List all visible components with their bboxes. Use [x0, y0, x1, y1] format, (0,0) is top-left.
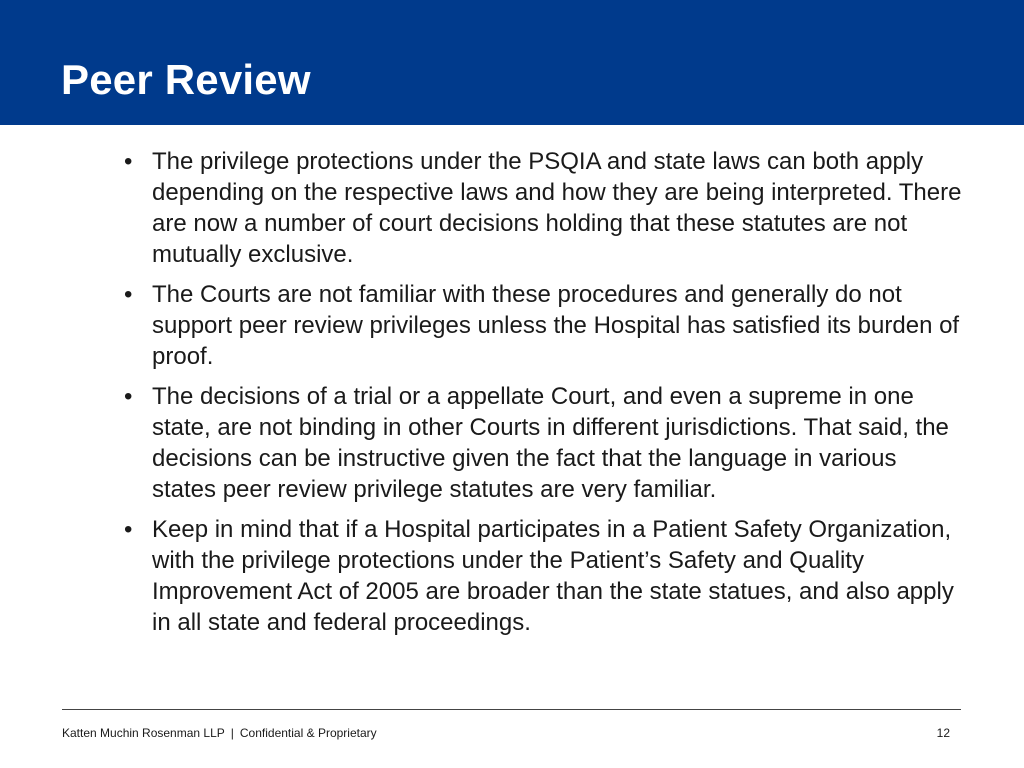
- bullet-text: The Courts are not familiar with these procedures and generally do not support peer review privileges unless the Hospital has satisfied its burden of proof.: [152, 281, 960, 370]
- bullet-item: [124, 381, 964, 505]
- bullet-item: [124, 279, 964, 372]
- bullet-item: [124, 514, 964, 638]
- page-number: 12: [936, 726, 950, 740]
- footer-separator: |: [230, 726, 234, 740]
- bullet-text: Keep in mind that if a Hospital participates in a Patient Safety Organization, with the privilege protections under the Patient’s Safety and Quality Improvement Act of 2005 are broader than the state statues, and also apply in all state and federal proceedings.: [152, 516, 954, 636]
- slide-title: Peer Review: [61, 56, 311, 103]
- footer-confidential-notice: Confidential & Proprietary: [239, 726, 377, 740]
- bullet-text: The privilege protections under the PSQIA and state laws can both apply depending on the respective laws and how they are being interpreted. There are now a number of court decisions holding that these statutes are not mutually exclusive.: [152, 148, 962, 268]
- title-bar: [0, 0, 1024, 125]
- bullet-list: [124, 146, 964, 647]
- bullet-text: The decisions of a trial or a appellate Court, and even a supreme in one state, are not binding in other Courts in different jurisdictions. That said, the decisions can be instructive given the fact that the language in various states peer review privilege statutes are very familiar.: [152, 383, 949, 503]
- bullet-marker: •: [124, 383, 133, 410]
- bullet-marker: •: [124, 516, 133, 543]
- bullet-marker: •: [124, 281, 133, 308]
- footer-firm-name: Katten Muchin Rosenman LLP: [62, 726, 225, 740]
- bullet-item: [124, 146, 964, 270]
- bullet-marker: •: [124, 148, 133, 175]
- footer-text: [62, 725, 377, 741]
- footer-divider: [62, 709, 961, 710]
